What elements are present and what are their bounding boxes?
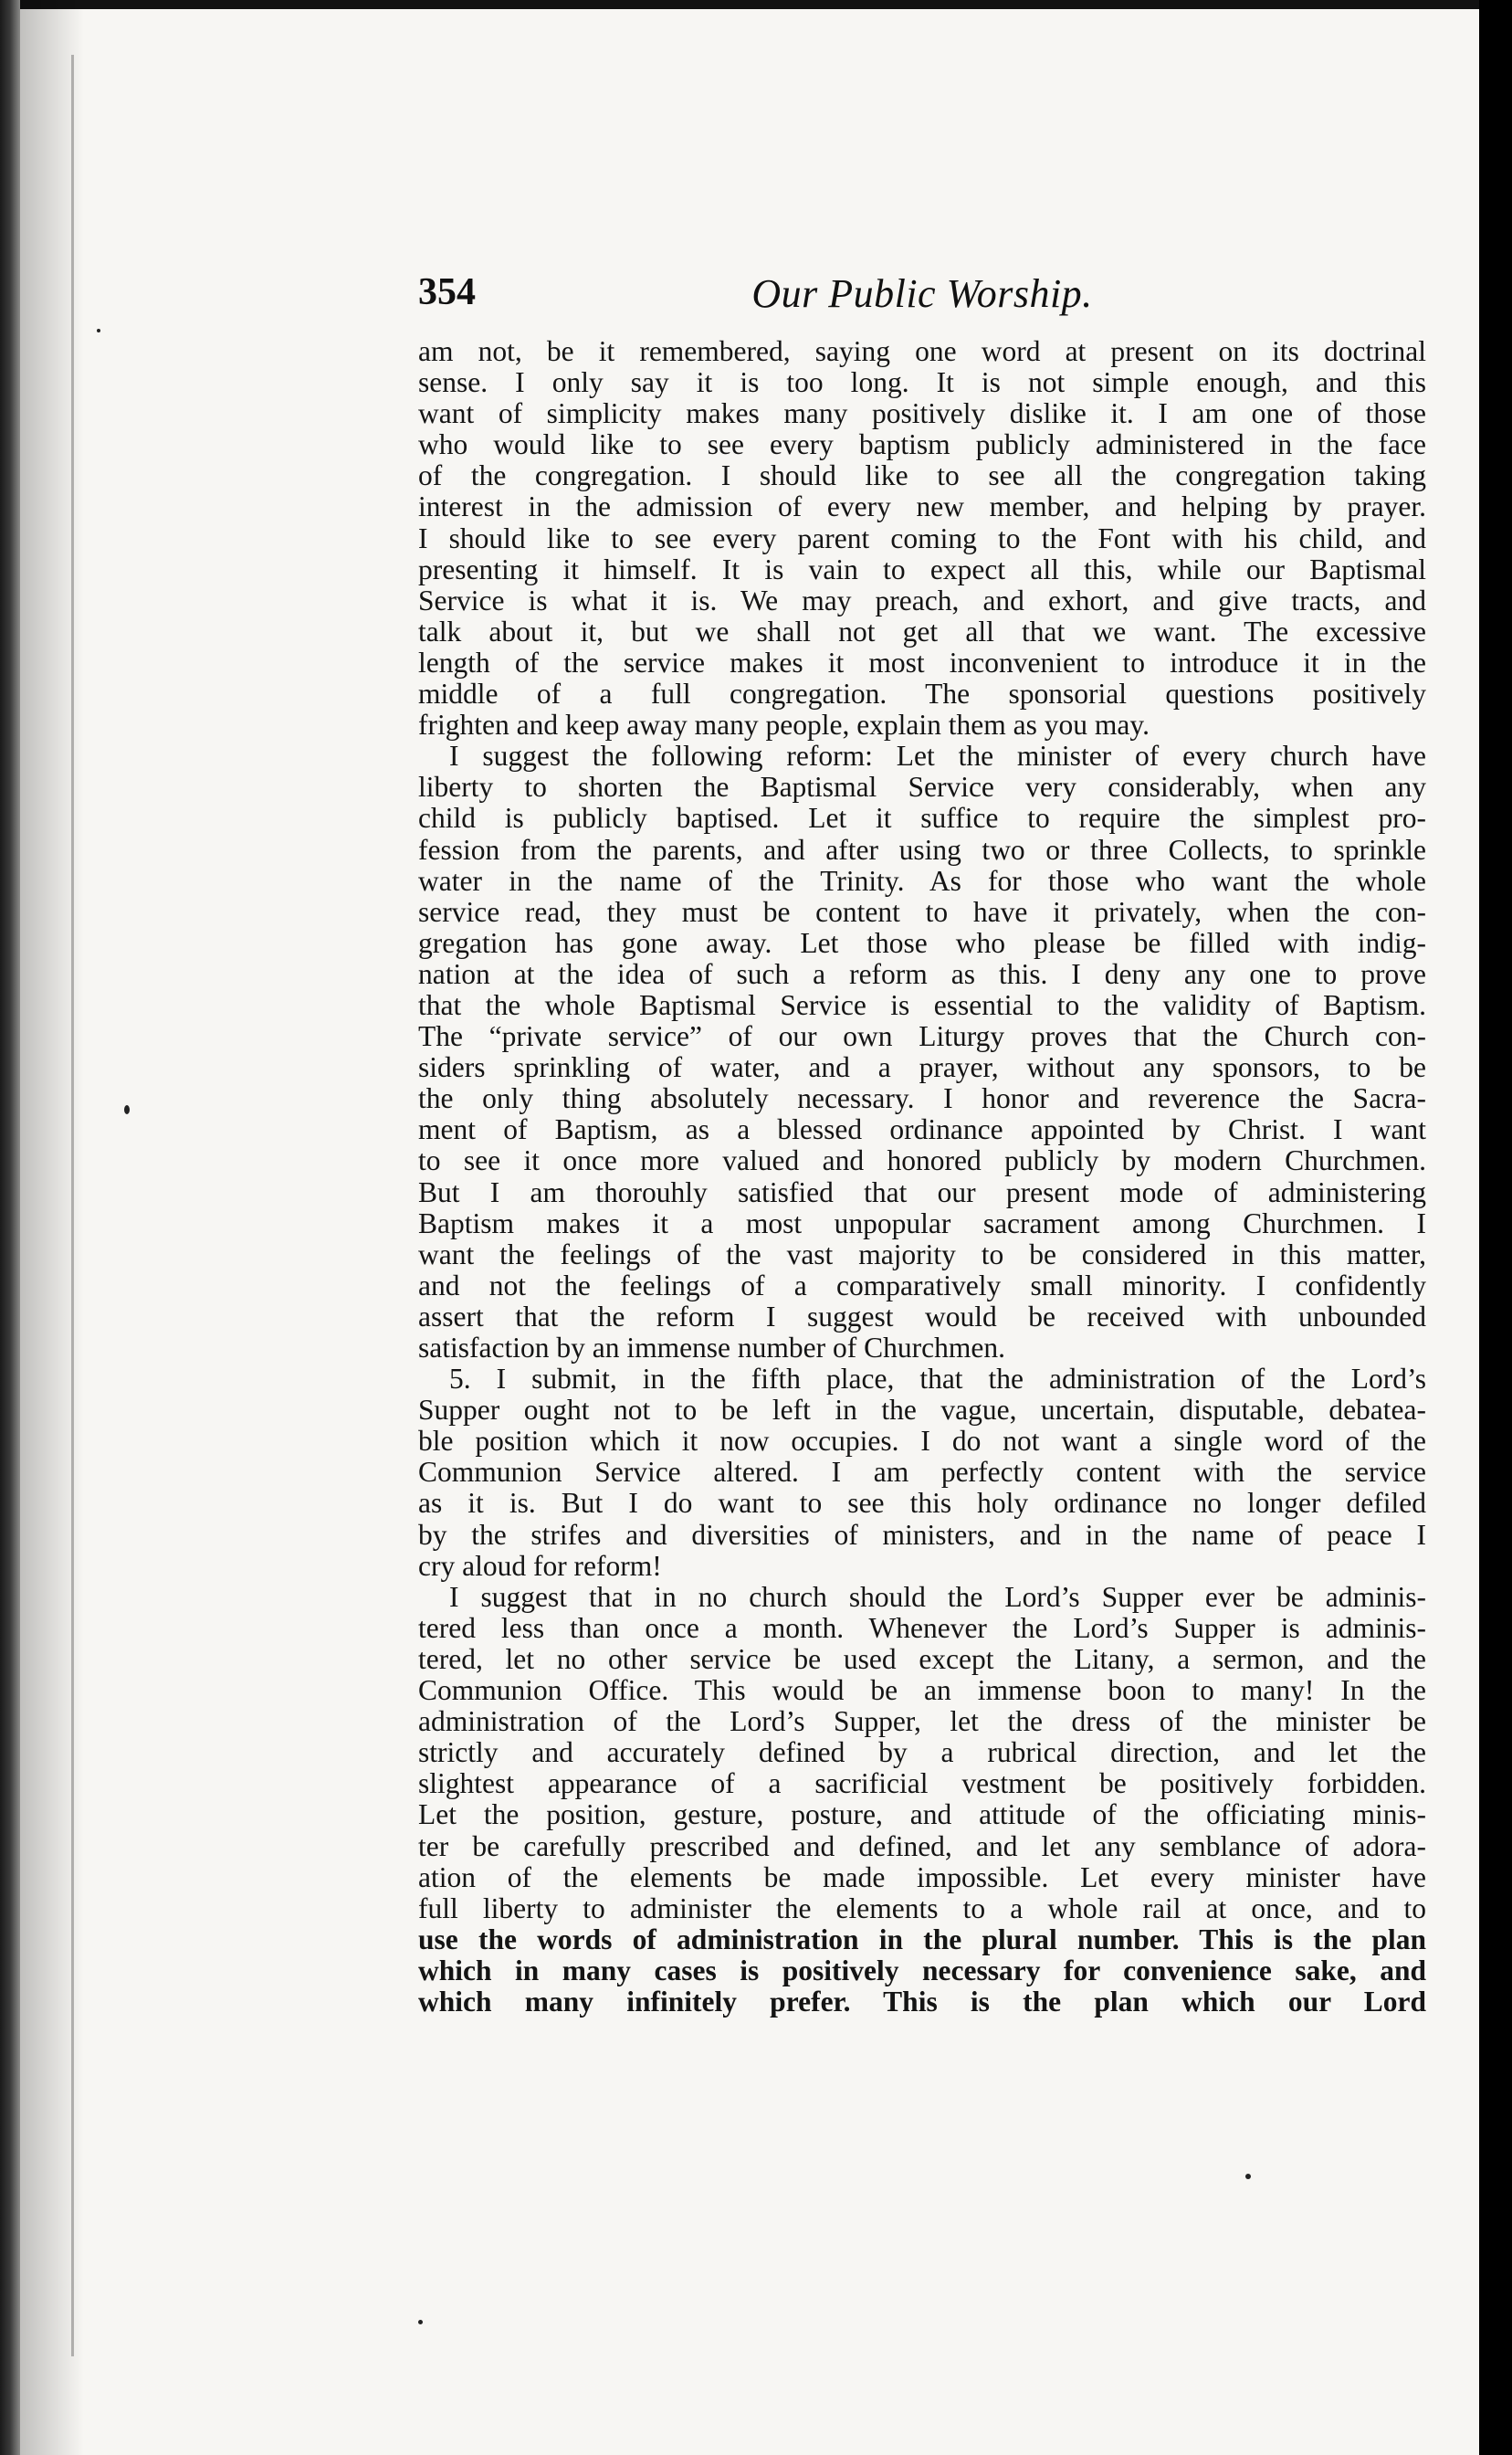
- text-line: service read, they must be content to have it privately, when the con-: [418, 896, 1426, 928]
- text-line: ment of Baptism, as a blessed ordinance appointed by Christ. I want: [418, 1114, 1426, 1146]
- text-line: satisfaction by an immense number of Churchmen.: [418, 1333, 1005, 1364]
- text-line: frighten and keep away many people, explain them as you may.: [418, 710, 1150, 742]
- text-line: I should like to see every parent coming to the Font with his child, and: [418, 522, 1426, 554]
- text-line: slightest appearance of a sacrificial vestment be positively forbidden.: [418, 1768, 1426, 1800]
- text-line: Communion Service altered. I am perfectly content with the service: [418, 1457, 1426, 1489]
- text-line: interest in the admission of every new member, and helping by prayer.: [418, 491, 1426, 523]
- text-line: 5. I submit, in the fifth place, that the administration of the Lord’s: [449, 1364, 1426, 1396]
- text-line: child is publicly baptised. Let it suffice to require the simplest pro-: [418, 803, 1426, 835]
- text-line: length of the service makes it most inconvenient to introduce it in the: [418, 647, 1426, 679]
- text-line: as it is. But I do want to see this holy ordinance no longer defiled: [418, 1488, 1426, 1520]
- book-gutter: [0, 0, 20, 2455]
- text-line: gregation has gone away. Let those who please be filled with indig-: [418, 927, 1426, 959]
- text-line: Communion Office. This would be an immense boon to many! In the: [418, 1675, 1426, 1707]
- text-line: The “private service” of our own Liturgy proves that the Church con-: [418, 1021, 1426, 1053]
- page-fold-line: [71, 55, 74, 2356]
- text-line: Baptism makes it a most unpopular sacrament among Churchmen. I: [418, 1207, 1426, 1239]
- text-line: want of simplicity makes many positively dislike it. I am one of those: [418, 398, 1426, 430]
- text-line: ation of the elements be made impossible. Let every minister have: [418, 1861, 1426, 1893]
- text-line: full liberty to administer the elements to a whole rail at once, and to: [418, 1892, 1426, 1924]
- text-line: talk about it, but we shall not get all that we want. The excessive: [418, 616, 1426, 648]
- text-line: strictly and accurately defined by a rubrical direction, and let the: [418, 1737, 1426, 1769]
- text-line: which in many cases is positively necessary for convenience sake, and: [418, 1955, 1426, 1986]
- text-line: who would like to see every baptism publicly administered in the face: [418, 429, 1426, 461]
- scan-speck: [1245, 2174, 1251, 2179]
- text-line: Service is what it is. We may preach, and exhort, and give tracts, and: [418, 585, 1426, 616]
- text-line: liberty to shorten the Baptismal Service very considerably, when any: [418, 772, 1426, 804]
- text-line: water in the name of the Trinity. As for those who want the whole: [418, 865, 1426, 897]
- running-title: Our Public Worship.: [751, 271, 1093, 316]
- text-line: to see it once more valued and honored publicly by modern Churchmen.: [418, 1145, 1426, 1177]
- text-line: administration of the Lord’s Supper, let the dress of the minister be: [418, 1706, 1426, 1738]
- scan-speck: [97, 329, 100, 332]
- scan-speck: [418, 2320, 423, 2324]
- text-line: I suggest that in no church should the Lord’s Supper ever be adminis-: [449, 1581, 1426, 1613]
- text-line: the only thing absolutely necessary. I honor and reverence the Sacra-: [418, 1083, 1426, 1115]
- text-line: cry aloud for reform!: [418, 1550, 662, 1582]
- text-line: nation at the idea of such a reform as this. I deny any one to prove: [418, 958, 1426, 990]
- text-line: Supper ought not to be left in the vague, uncertain, disputable, debatea-: [418, 1395, 1426, 1427]
- text-line: tered, let no other service be used except the Litany, a sermon, and the: [418, 1643, 1426, 1675]
- text-line: tered less than once a month. Whenever the Lord’s Supper is adminis-: [418, 1612, 1426, 1644]
- text-line: that the whole Baptismal Service is essential to the validity of Baptism.: [418, 989, 1426, 1021]
- text-line: fession from the parents, and after using two or three Collects, to sprinkle: [418, 834, 1426, 866]
- page-header: [418, 270, 1426, 325]
- text-line: I suggest the following reform: Let the minister of every church have: [449, 741, 1426, 773]
- page-number: 354: [418, 271, 476, 313]
- text-line: and not the feelings of a comparatively small minority. I confidently: [418, 1270, 1426, 1301]
- text-line: middle of a full congregation. The sponsorial questions positively: [418, 679, 1426, 711]
- text-line: ble position which it now occupies. I do not want a single word of the: [418, 1426, 1426, 1458]
- text-line: of the congregation. I should like to see all the congregation taking: [418, 460, 1426, 492]
- gutter-shadow: [20, 0, 84, 2455]
- text-line: want the feelings of the vast majority to be considered in this matter,: [418, 1238, 1426, 1270]
- text-line: But I am thorouhly satisfied that our present mode of administering: [418, 1176, 1426, 1208]
- text-line: Let the position, gesture, posture, and attitude of the officiating minis-: [418, 1799, 1426, 1831]
- scan-right-border: [1479, 0, 1512, 2455]
- text-line: assert that the reform I suggest would be received with unbounded: [418, 1301, 1426, 1333]
- text-line: by the strifes and diversities of ministers, and in the name of peace I: [418, 1519, 1426, 1551]
- text-line: which many infinitely prefer. This is the plan which our Lord: [418, 1986, 1426, 2018]
- body-text: [418, 336, 1426, 2018]
- text-line: sense. I only say it is too long. It is not simple enough, and this: [418, 367, 1426, 399]
- text-line: am not, be it remembered, saying one word at present on its doctrinal: [418, 336, 1426, 367]
- scan-top-border: [0, 0, 1479, 9]
- text-line: ter be carefully prescribed and defined, and let any semblance of adora-: [418, 1830, 1426, 1862]
- scan-speck: [124, 1105, 130, 1114]
- text-line: use the words of administration in the plural number. This is the plan: [418, 1923, 1426, 1955]
- text-line: presenting it himself. It is vain to expect all this, while our Baptismal: [418, 553, 1426, 585]
- text-line: siders sprinkling of water, and a prayer, without any sponsors, to be: [418, 1052, 1426, 1084]
